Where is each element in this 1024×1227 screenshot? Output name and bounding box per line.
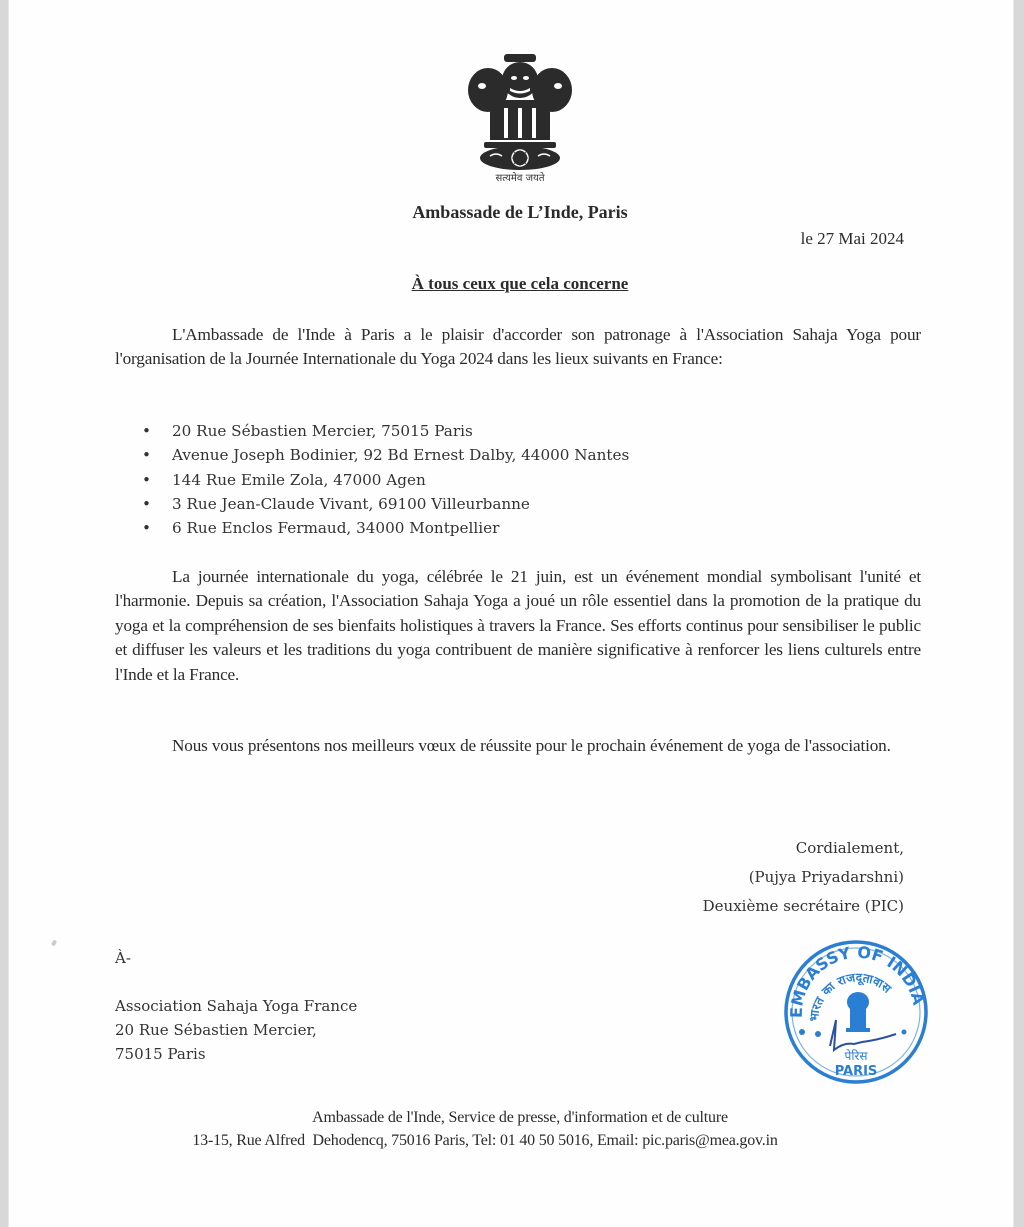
stamp-city: PARIS [834, 1064, 878, 1079]
stamp-top-text: EMBASSY OF INDIA [786, 942, 929, 1019]
signatory-name: (Pujya Priyadarshni) [748, 868, 904, 886]
paragraph-wishes: Nous vous présentons nos meilleurs vœux de réussite pour le prochain événement de yoga de l'association. [172, 736, 891, 755]
scan-speck [51, 939, 57, 946]
letter-page [8, 0, 1014, 1227]
recipient-line: 20 Rue Sébastien Mercier, [115, 1021, 317, 1039]
list-item: • 6 Rue Enclos Fermaud, 34000 Montpellier [142, 516, 629, 540]
stamp-city-hindi: पेरिस [844, 1049, 868, 1063]
salutation: Cordialement, [795, 839, 904, 857]
recipient-block [115, 946, 357, 1066]
letter-date: le 27 Mai 2024 [800, 229, 904, 248]
footer [8, 1106, 1024, 1152]
recipient-line: 75015 Paris [115, 1045, 206, 1063]
recipient-line: Association Sahaja Yoga France [115, 997, 358, 1015]
list-item: • 3 Rue Jean-Claude Vivant, 69100 Villeurbanne [142, 492, 629, 516]
emblem-motto: सत्यमेव जयते [495, 173, 545, 184]
list-item: • 20 Rue Sébastien Mercier, 75015 Paris [142, 419, 629, 443]
footer-line-1: Ambassade de l'Inde, Service de presse, d'information et de culture [312, 1109, 728, 1126]
stamp-emblem-icon [846, 992, 870, 1032]
footer-line-2: 13-15, Rue Alfred Dehodencq, 75016 Paris, Tel: 01 40 50 5016, Email: pic.paris@mea.gov.in [192, 1132, 778, 1149]
organization-title: Ambassade de L’Inde, Paris [412, 202, 628, 222]
national-emblem-icon [460, 50, 580, 190]
list-item: • Avenue Joseph Bodinier, 92 Bd Ernest Dalby, 44000 Nantes [142, 443, 629, 467]
embassy-stamp [782, 938, 930, 1086]
location-list [142, 419, 629, 540]
closing-block [703, 834, 904, 921]
paragraph-intro: L'Ambassade de l'Inde à Paris a le plaisir d'accorder son patronage à l'Association Sahaja Yoga pour l'organisation de la Journée Internationale du Yoga 2024 dans les lieux suivants en France: [115, 325, 921, 369]
stamp-hindi-text: भारत का राजदूतावास [806, 970, 894, 1023]
recipient-label: À- [115, 949, 131, 967]
letter-subject: À tous ceux que cela concerne [411, 274, 629, 293]
paragraph-context: La journée internationale du yoga, célébrée le 21 juin, est un événement mondial symbolisant l'unité et l'harmonie. Depuis sa création, l'Association Sahaja Yoga a joué un rôle essentiel dans la promotion de la pratique du yoga et la compréhension de ses bienfaits holistiques à travers la France. Ses efforts continus pour sensibiliser le public et diffuser les valeurs et les traditions du yoga contribuent de manière significative à renforcer les liens culturels entre l'Inde et la France. [115, 567, 921, 684]
list-item: • 144 Rue Emile Zola, 47000 Agen [142, 468, 629, 492]
signatory-title: Deuxième secrétaire (PIC) [702, 897, 904, 915]
